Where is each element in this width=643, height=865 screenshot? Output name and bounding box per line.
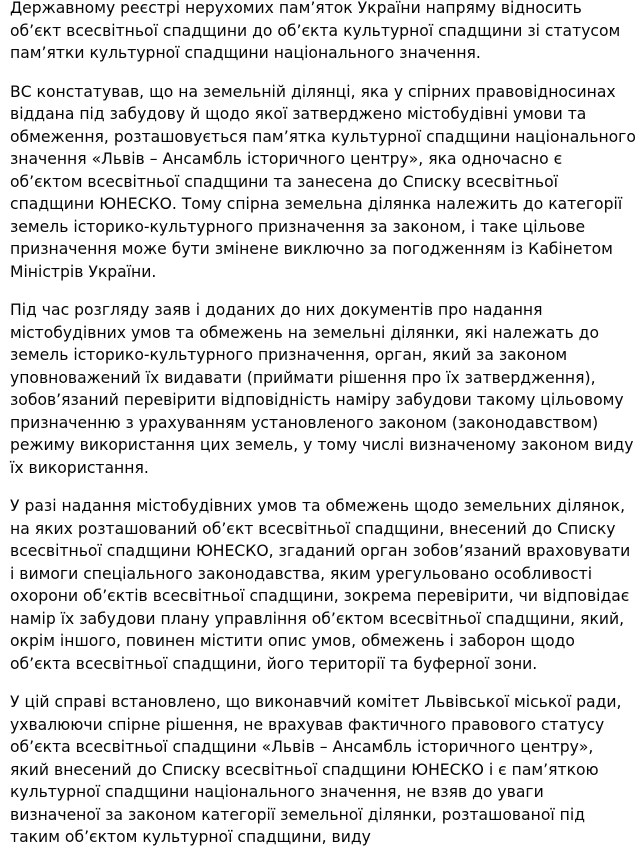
paragraph: Під час розгляду заяв і доданих до них документів про надання містобудівних умов та обмежень на земельні ділянки, які належать до земель історико-культурного призначення, орган, який за законом уповноважений їх видавати (приймати рішення про їх затвердження), зобов’язаний перевірити відповідність наміру забудови такому цільовому призначенню з урахуванням установленого законом (законодавством) режиму використання цих земель, у тому числі визначеному законом виду їх використання. xyxy=(10,301,634,477)
paragraph: ВС констатував, що на земельній ділянці, яка у спірних правовідносинах віддана під забудову й щодо якої затверджено містобудівні умови та обмеження, розташовується пам’ятка культурної спадщини національного значення «Львів – Ансамбль історичного центру», яка одночасно є об’єктом всесвітньої спадщини та занесена до Списку всесвітньої спадщини ЮНЕСКО. Тому спірна земельна ділянка належить до категорії земель історико-культурного призначення за законом, і таке цільове призначення може бути змінене виключно за погодженням із Кабінетом Міністрів України. xyxy=(10,82,636,281)
paragraph: Державному реєстрі нерухомих пам’яток України напряму відносить об’єкт всесвітньої спадщини до об’єкта культурної спадщини зі статусом пам’ятки культурної спадщини національного значення. xyxy=(10,0,621,62)
paragraph: У цій справі встановлено, що виконавчий комітет Львівської міської ради, ухвалюючи спірне рішення, не врахував фактичного правового статусу об’єкта всесвітньої спадщини «Львів – Ансамбль історичного центру», який внесений до Списку всесвітньої спадщини ЮНЕСКО і є пам’яткою культурної спадщини національного значення, не взяв до уваги визначеної за законом категорії земельної ділянки, розташованої під таким об’єктом культурної спадщини, виду xyxy=(10,693,622,846)
post-body xyxy=(10,0,636,865)
paragraph: У разі надання містобудівних умов та обмежень щодо земельних ділянок, на яких розташований об’єкт всесвітньої спадщини, внесений до Списку всесвітньої спадщини ЮНЕСКО, згаданий орган зобов’язаний враховувати і вимоги спеціального законодавства, яким урегульовано особливості охорони об’єктів всесвітньої спадщини, зокрема перевірити, чи відповідає намір їх забудови плану управління об’єктом всесвітньої спадщини, який, окрім іншого, повинен містити опис умов, обмежень і заборон щодо об’єкта всесвітньої спадщини, його території та буферної зони. xyxy=(10,497,631,673)
